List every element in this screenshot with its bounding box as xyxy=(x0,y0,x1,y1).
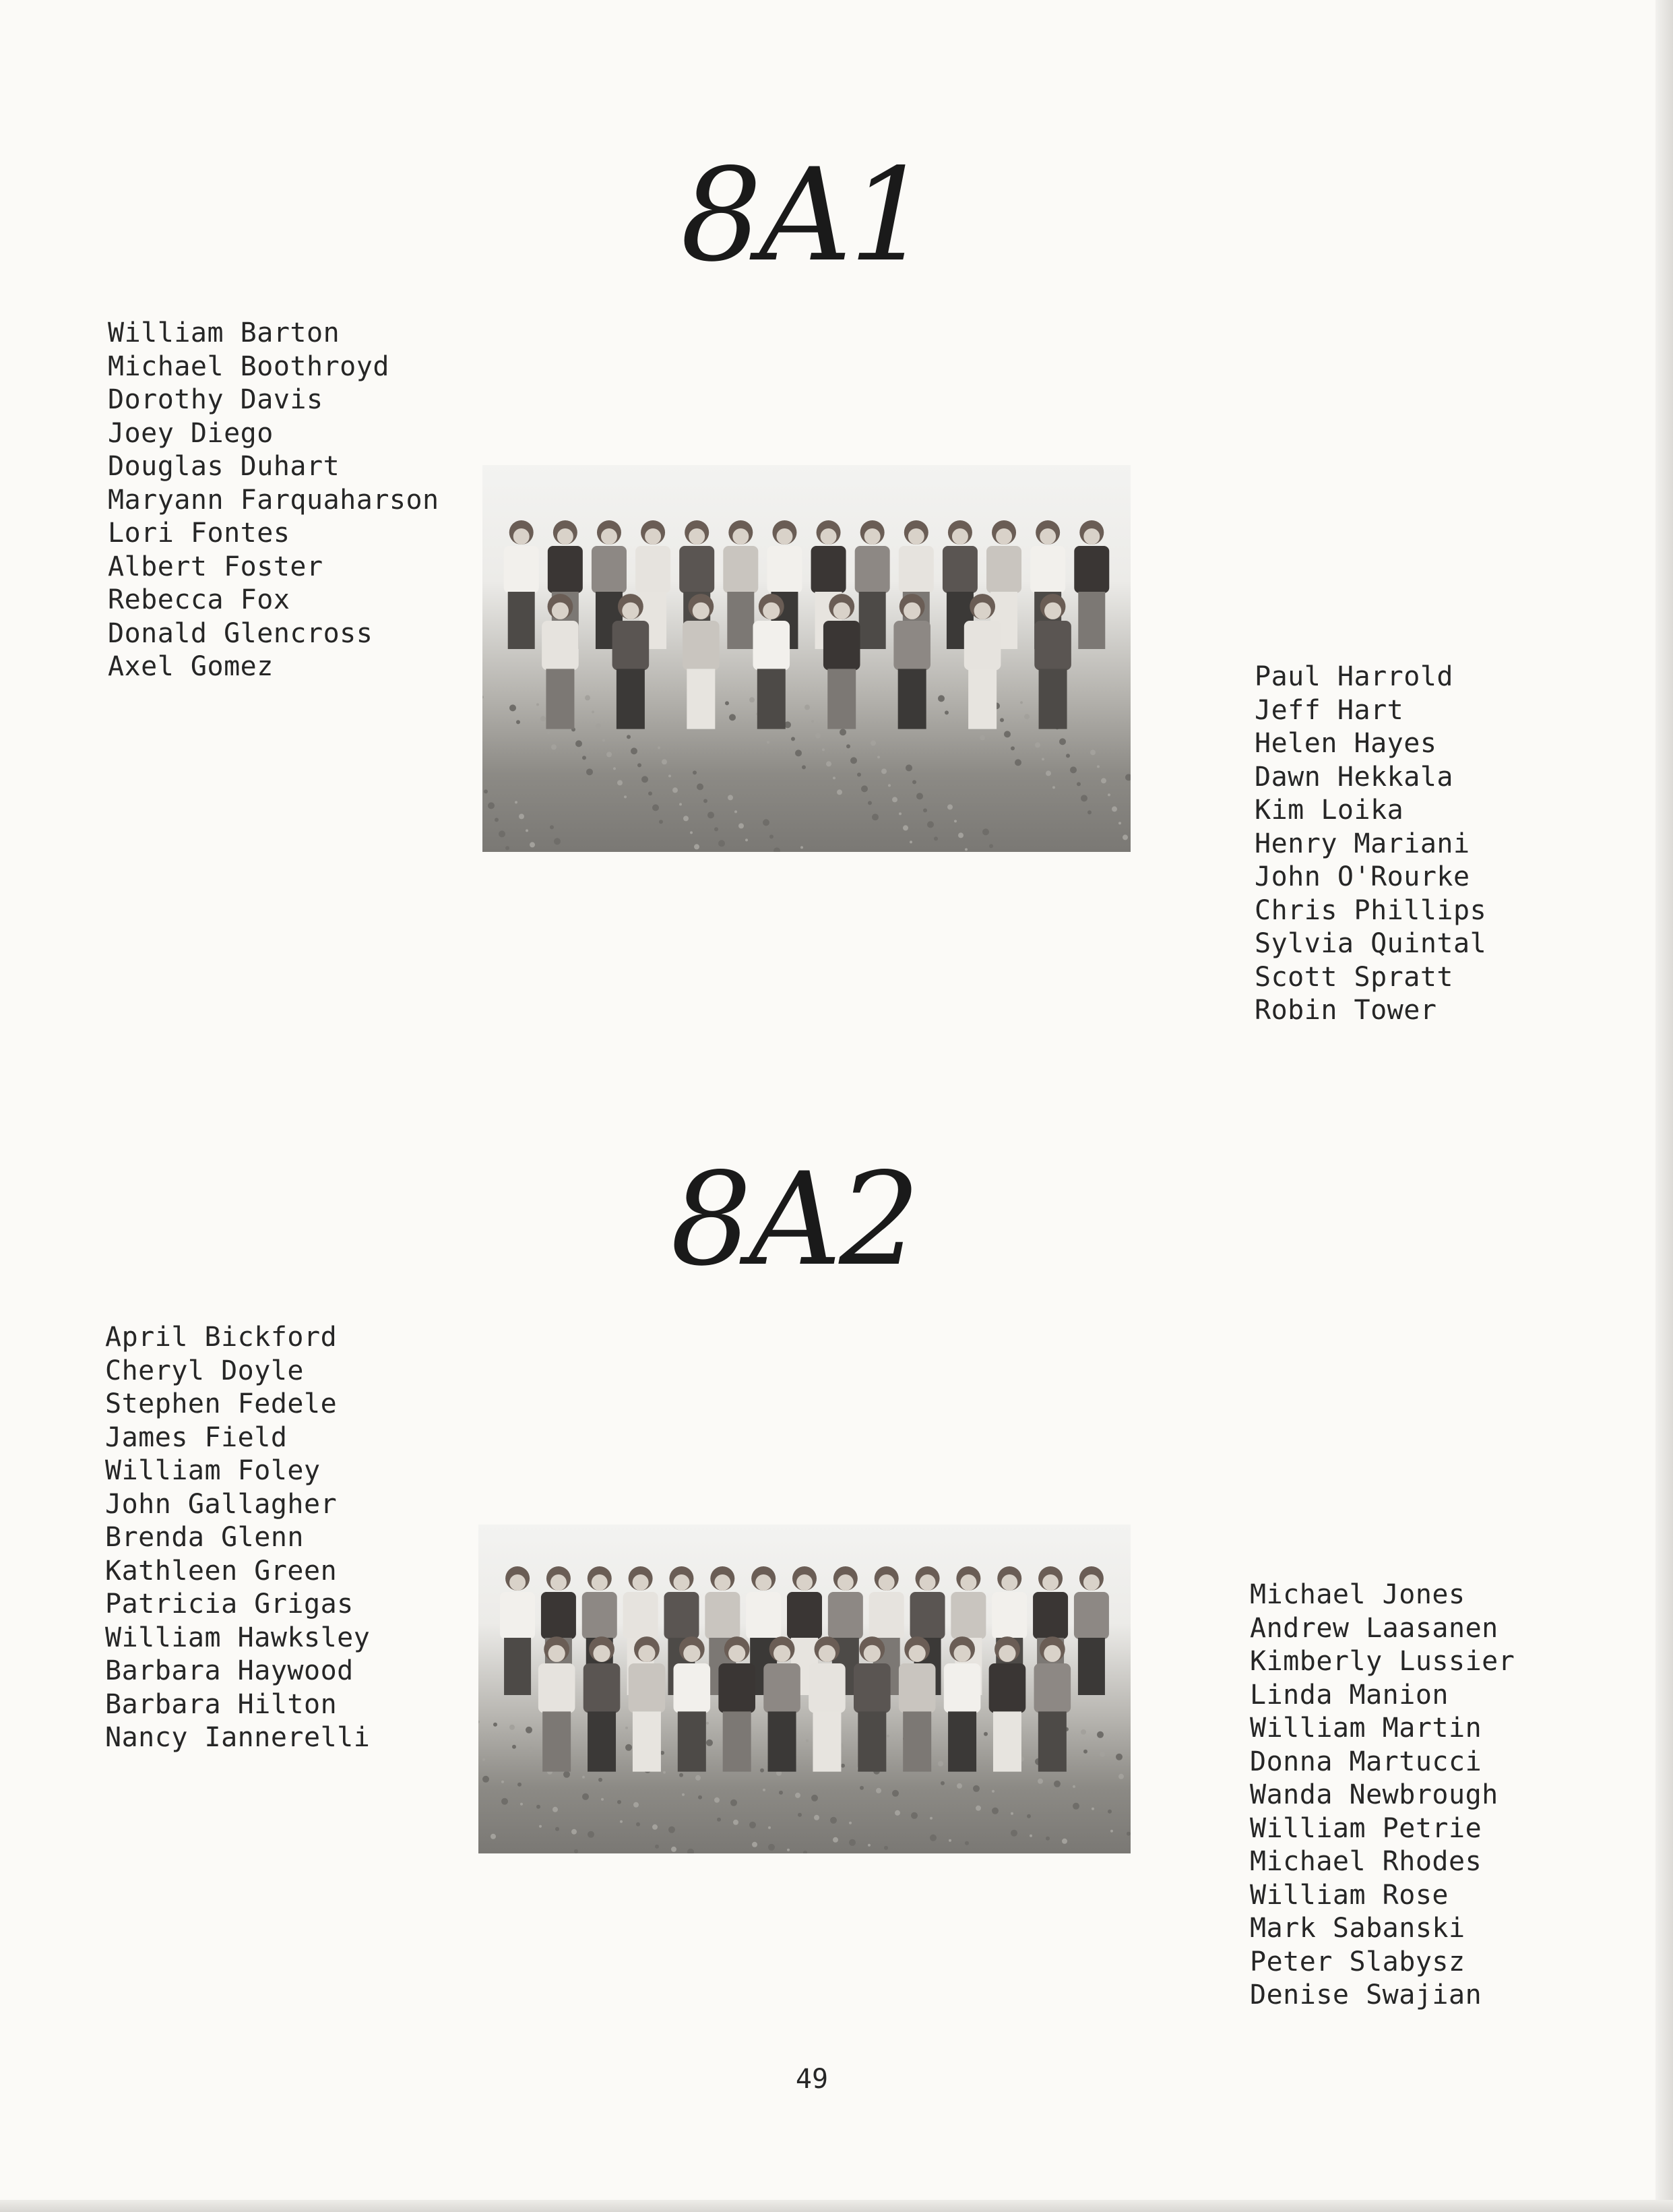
student-name: Henry Mariani xyxy=(1255,828,1470,859)
student-name: Kim Loika xyxy=(1255,795,1404,826)
class-photo-8a2 xyxy=(478,1525,1131,1853)
student-name: Stephen Fedele xyxy=(105,1388,338,1419)
student-name: Mark Sabanski xyxy=(1250,1913,1465,1944)
student-name: Dorothy Davis xyxy=(108,384,323,415)
page-bottom-edge xyxy=(0,2200,1673,2212)
student-name: Denise Swajian xyxy=(1250,1979,1482,2010)
student-name: Michael Rhodes xyxy=(1250,1846,1482,1877)
student-name: Kathleen Green xyxy=(105,1555,338,1587)
student-name: Dawn Hekkala xyxy=(1255,761,1453,793)
student-name: Patricia Grigas xyxy=(105,1589,354,1620)
name-list-8a2-left xyxy=(105,1321,370,1755)
page-edge xyxy=(1655,0,1673,2212)
student-name: Albert Foster xyxy=(108,551,323,582)
student-name: Helen Hayes xyxy=(1255,728,1437,759)
name-list-8a1-right xyxy=(1255,660,1486,1028)
student-name: Peter Slabysz xyxy=(1250,1946,1465,1977)
student-name: Barbara Hilton xyxy=(105,1688,338,1720)
student-name: Michael Jones xyxy=(1250,1579,1465,1610)
name-list-8a2-right xyxy=(1250,1578,1515,2013)
student-name: Michael Boothroyd xyxy=(108,350,389,382)
student-name: Donna Martucci xyxy=(1250,1746,1482,1777)
student-name: Robin Tower xyxy=(1255,995,1437,1026)
student-name: Sylvia Quintal xyxy=(1255,928,1487,959)
class-photo-8a1 xyxy=(482,465,1131,852)
student-name: Kimberly Lussier xyxy=(1250,1646,1515,1677)
student-name: Axel Gomez xyxy=(108,651,274,682)
student-name: William Petrie xyxy=(1250,1812,1482,1844)
student-name: April Bickford xyxy=(105,1322,338,1353)
student-name: Douglas Duhart xyxy=(108,451,340,482)
group-photo-figures xyxy=(478,1525,1131,1853)
student-name: Nancy Iannerelli xyxy=(105,1722,371,1753)
student-name: Jeff Hart xyxy=(1255,694,1404,726)
student-name: William Martin xyxy=(1250,1713,1482,1744)
student-name: Scott Spratt xyxy=(1255,961,1453,993)
student-name: John Gallagher xyxy=(105,1488,338,1520)
student-name: William Hawksley xyxy=(105,1622,371,1653)
student-name: John O'Rourke xyxy=(1255,861,1470,892)
student-name: Joey Diego xyxy=(108,417,274,449)
student-name: Cheryl Doyle xyxy=(105,1355,304,1386)
student-name: Linda Manion xyxy=(1250,1679,1449,1711)
section-title-8a2: 8A2 xyxy=(670,1145,918,1294)
group-photo-figures xyxy=(482,465,1131,852)
student-name: Paul Harrold xyxy=(1255,661,1453,692)
name-list-8a1-left xyxy=(108,317,439,684)
student-name: Donald Glencross xyxy=(108,617,373,649)
page-number: 49 xyxy=(795,2064,829,2095)
student-name: William Rose xyxy=(1250,1879,1449,1911)
student-name: Rebecca Fox xyxy=(108,584,290,615)
student-name: Wanda Newbrough xyxy=(1250,1779,1498,1810)
student-name: William Barton xyxy=(108,317,340,348)
section-title-8a1: 8A1 xyxy=(681,141,928,290)
student-name: Lori Fontes xyxy=(108,518,290,549)
student-name: Brenda Glenn xyxy=(105,1522,304,1553)
student-name: William Foley xyxy=(105,1455,321,1486)
student-name: Andrew Laasanen xyxy=(1250,1612,1498,1644)
student-name: James Field xyxy=(105,1421,288,1453)
student-name: Chris Phillips xyxy=(1255,894,1487,926)
student-name: Maryann Farquaharson xyxy=(108,484,439,516)
student-name: Barbara Haywood xyxy=(105,1655,354,1686)
